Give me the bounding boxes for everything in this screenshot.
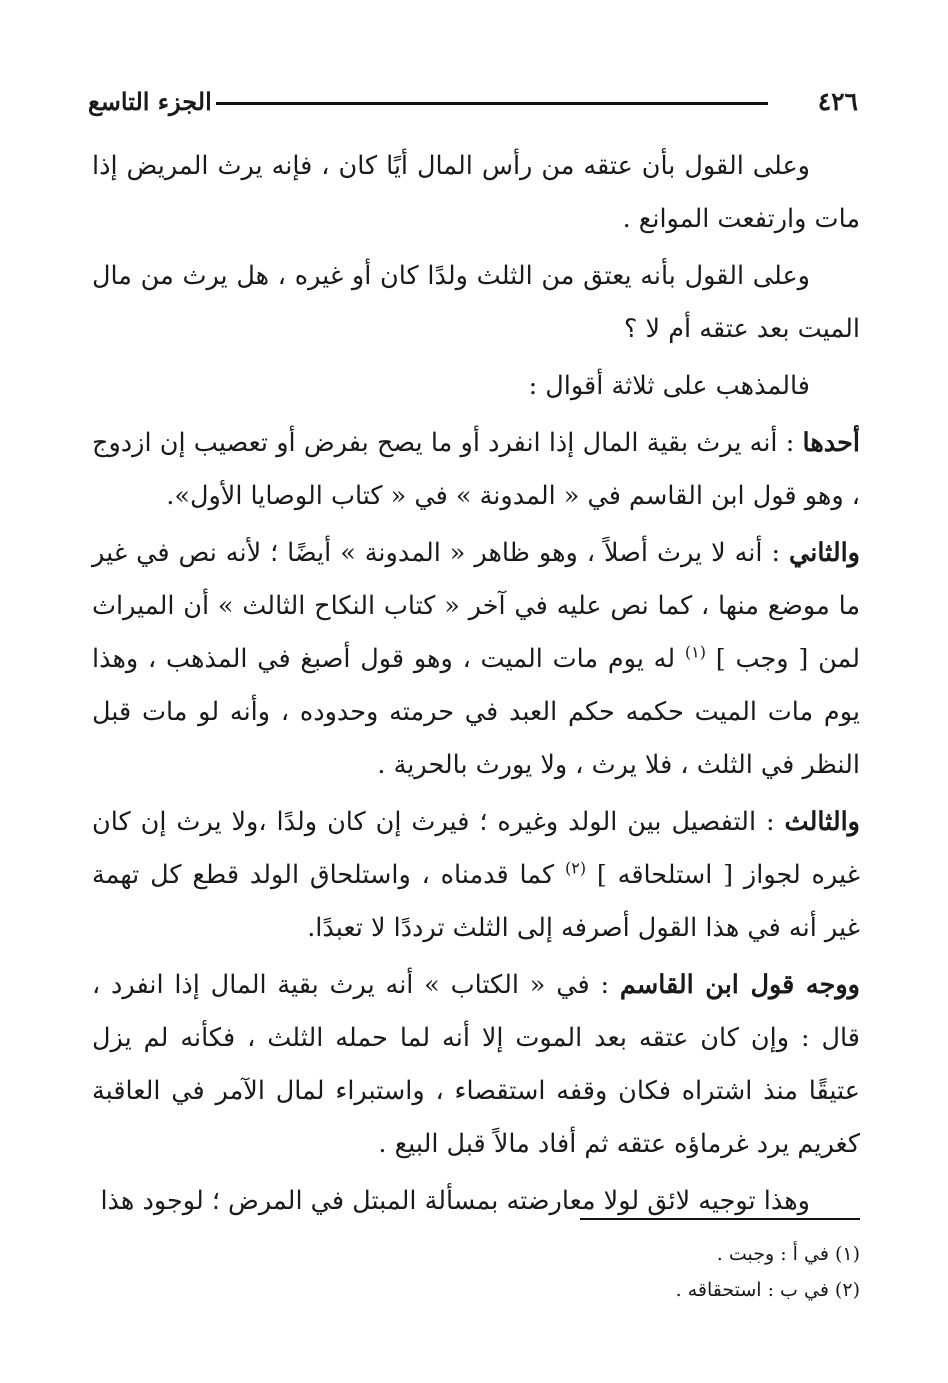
footnote-ref: (٢) — [564, 858, 587, 878]
paragraph — [92, 959, 860, 1171]
paragraph-text: : أنه يرث بقية المال إذا انفرد أو ما يصح بفرض أو تعصيب إن ازدوج ، وهو قول ابن القاسم في « المدونة » في « كتاب الوصايا الأول». — [92, 428, 860, 511]
paragraph-lead: والثاني — [789, 538, 860, 568]
page-number: ٤٢٦ — [817, 87, 858, 116]
page-header — [88, 84, 858, 124]
running-title: الجزء التاسع — [88, 87, 212, 116]
paragraph-text: : التفصيل بين الولد وغيره ؛ فيرث إن كان ولدًا ،ولا يرث إن كان غيره لجواز [ استلحاقه ] — [92, 807, 861, 890]
paragraph-text: : أنه لا يرث أصلاً ، وهو ظاهر « المدونة » أيضًا ؛ لأنه نص في غير ما موضع منها ، كما نص عليه في آخر « كتاب النكاح الثالث » أن الميراث لمن [ وجب ] — [92, 538, 860, 674]
paragraph-lead: أحدها — [802, 428, 860, 458]
header-rule — [216, 102, 768, 105]
paragraph-text: وعلى القول بأن عتقه من رأس المال أيًا كان ، فإنه يرث المريض إذا مات وارتفعت الموانع . — [92, 151, 860, 234]
paragraph — [92, 527, 860, 792]
paragraph — [92, 140, 860, 246]
paragraph — [92, 360, 860, 413]
footnote-ref: (١) — [684, 642, 706, 662]
body-text — [92, 140, 860, 1232]
paragraph-lead: ووجه قول ابن القاسم — [619, 970, 860, 1000]
paragraph — [92, 796, 860, 955]
paragraph-text: وهذا توجيه لائق لولا معارضته بمسألة المبتل في المرض ؛ لوجود هذا — [100, 1186, 810, 1216]
footnote: (١) في أ : وجبت . — [716, 1243, 860, 1265]
paragraph-text: فالمذهب على ثلاثة أقوال : — [528, 371, 810, 401]
paragraph — [92, 1175, 860, 1228]
footnotes — [260, 1236, 860, 1308]
paragraph — [92, 417, 860, 523]
paragraph-text: كما قدمناه ، واستلحاق الولد قطع كل تهمة غير أنه في هذا القول أصرفه إلى الثلث ترددًا لا تعبدًا. — [92, 860, 860, 943]
footnote-rule — [580, 1218, 860, 1220]
paragraph — [92, 250, 860, 356]
paragraph-text: له يوم مات الميت ، وهو قول أصبغ في المذهب ، وهذا يوم مات الميت حكمه حكم العبد في حرمته وحدوده ، وأنه لو مات قبل النظر في الثلث ، فلا يرث ، ولا يورث بالحرية . — [92, 644, 860, 780]
footnote: (٢) في ب : استحقاقه . — [675, 1279, 860, 1301]
paragraph-lead: والثالث — [784, 807, 860, 837]
paragraph-text: : في « الكتاب » أنه يرث بقية المال إذا انفرد ، قال : وإن كان عتقه بعد الموت إلا أنه لما حمله الثلث ، فكأنه لم يزل عتيقًا منذ اشتراه فكان وقفه استقصاء ، واستبراء لمال الآمر في العاقبة كغريم يرد غرماؤه عتقه ثم أفاد مالاً قبل البيع . — [92, 970, 860, 1159]
paragraph-text: وعلى القول بأنه يعتق من الثلث ولدًا كان أو غيره ، هل يرث من مال الميت بعد عتقه أم لا ؟ — [92, 261, 860, 344]
